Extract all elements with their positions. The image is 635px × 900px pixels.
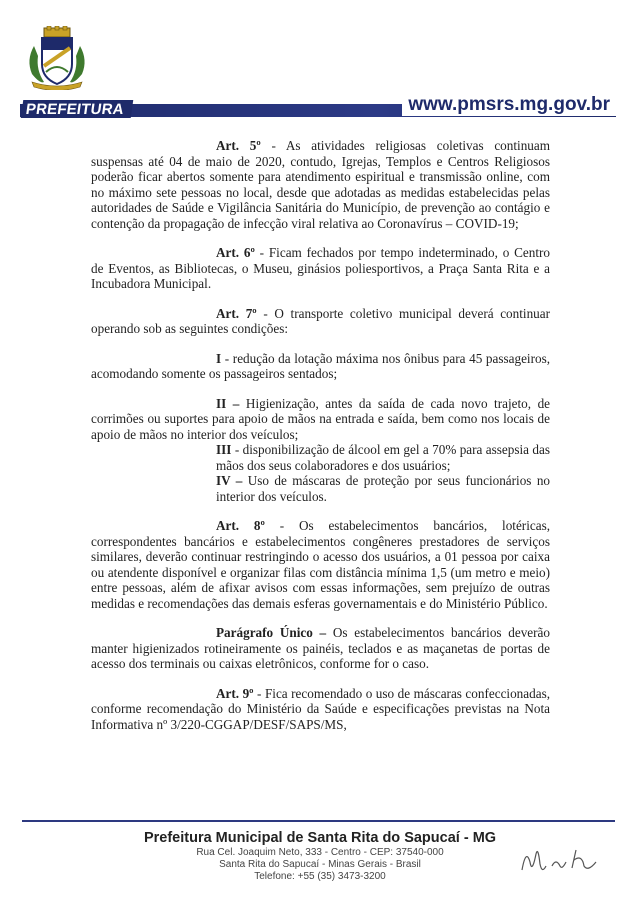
signature-icon (516, 840, 606, 880)
article-7-item-4 (91, 473, 550, 504)
footer-divider (22, 820, 615, 822)
paragrafo-text: Os estabelecimentos bancários deverão manter higienizados rotineiramente os painéis, teclados e as maçanetas de portas de acesso dos terminais ou caixas eletrônicos, conforme for o caso. (91, 625, 550, 671)
item-label: II – (216, 395, 240, 411)
coat-of-arms-icon (22, 26, 92, 90)
item-label: I (216, 350, 222, 366)
article-7 (91, 306, 550, 337)
item-text: - redução da lotação máxima nos ônibus para 45 passageiros, acomodando somente os passageiros sentados; (91, 350, 551, 381)
document-body (91, 138, 550, 732)
header-url: www.pmsrs.mg.gov.br (402, 92, 616, 116)
item-text: Higienização, antes da saída de cada novo trajeto, de corrimões ou suportes para apoio de mãos na entrada e saída, bem como nos locais de apoio de mãos no interior dos veículos; (91, 395, 551, 442)
article-7-item-3 (91, 442, 550, 473)
article-7-item-2 (91, 396, 550, 443)
footer (100, 830, 540, 883)
article-8-label: Art. 8º (216, 518, 265, 533)
article-5-label: Art. 5º (216, 138, 261, 153)
item-text: Uso de máscaras de proteção por seus funcionários no interior dos veículos. (216, 473, 551, 504)
paragrafo-unico (91, 625, 550, 672)
article-7-item-1 (91, 351, 550, 382)
footer-city: Santa Rita do Sapucaí - Minas Gerais - Brasil (219, 859, 421, 870)
footer-phone: Telefone: +55 (35) 3473-3200 (254, 871, 386, 882)
item-label: III (216, 442, 232, 457)
header-label: PREFEITURA (21, 100, 133, 118)
item-label: IV – (216, 473, 243, 488)
article-9 (91, 686, 550, 733)
article-7-label: Art. 7º (216, 305, 257, 321)
article-6 (91, 245, 550, 292)
article-5-text: - As atividades religiosas coletivas continuam suspensas até 04 de maio de 2020, contudo, Igrejas, Templos e Centros Religiosos poderão ficar abertos somente para atendimento espiritual e transmissão online, com no máximo sete pessoas no local, desde que adotadas as medidas estabelecidas pelas autoridades de Saúde e Vigilância Sanitária do Município, de prevenção ao contágio e contenção da propagação de infecção viral relativa ao Coronavírus – COVID-19; (91, 138, 550, 231)
article-8-text: - Os estabelecimentos bancários, lotéricas, correspondentes bancários e estabelecimentos congêneres prestadores de serviços similares, deverão continuar restringindo o acesso dos usuários, a 01 pessoa por caixa ou atendente disponível e organizar filas com distância mínima 1,5 (um metro e meio) entre pessoas, além de afixar avisos com essas informações, sem prejuízo de outras medidas e recomendações das demais esferas governamentais e do Ministério Público. (91, 518, 550, 611)
item-text: - disponibilização de álcool em gel a 70% para assepsia das mãos dos seus colaboradores e dos usuários; (216, 442, 550, 473)
article-5 (91, 138, 550, 231)
article-8 (91, 518, 550, 611)
footer-title: Prefeitura Municipal de Santa Rita do Sapucaí - MG (143, 830, 497, 846)
header-banner (20, 94, 616, 118)
article-7-text: - O transporte coletivo municipal deverá continuar operando sob as seguintes condições: (91, 305, 551, 336)
footer-address: Rua Cel. Joaquim Neto, 333 - Centro - CEP: 37540-000 (196, 847, 444, 858)
article-6-text: - Ficam fechados por tempo indeterminado, o Centro de Eventos, as Bibliotecas, o Museu, ginásios poliesportivos, a Praça Santa Rita e a Incubadora Municipal. (91, 245, 551, 291)
article-9-label: Art. 9º (216, 685, 254, 701)
article-6-label: Art. 6º (216, 245, 255, 260)
paragrafo-label: Parágrafo Único – (216, 625, 327, 640)
article-9-text: - Fica recomendado o uso de máscaras confeccionadas, conforme recomendação do Ministério da Saúde e especificações previstas na Nota Informativa nº 3/220-CGGAP/DESF/SAPS/MS, (91, 685, 551, 732)
